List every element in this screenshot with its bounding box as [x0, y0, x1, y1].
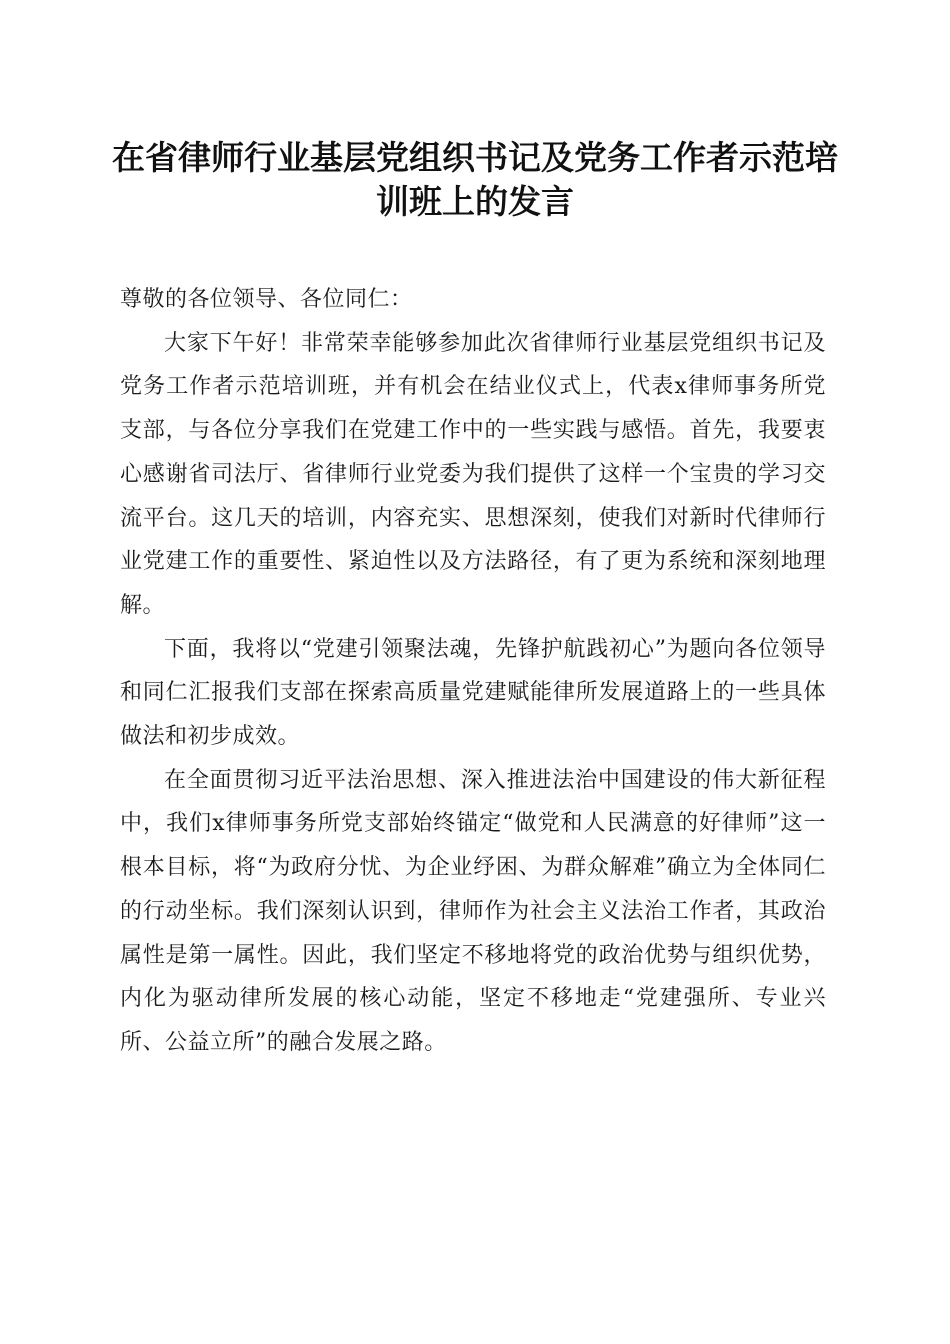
salutation: 尊敬的各位领导、各位同仁：: [120, 287, 413, 312]
document-title: 在省律师行业基层党组织书记及党务工作者示范培训班上的发言: [112, 138, 838, 221]
document-body: [120, 278, 826, 1065]
paragraph-2: 下面，我将以“党建引领聚法魂，先锋护航践初心”为题向各位领导和同仁汇报我们支部在探索高质量党建赋能律所发展道路上的一些具体做法和初步成效。: [120, 636, 826, 750]
paragraph-1: 大家下午好！非常荣幸能够参加此次省律师行业基层党组织书记及党务工作者示范培训班，并有机会在结业仪式上，代表x律师事务所党支部，与各位分享我们在党建工作中的一些实践与感悟。首先，我要衷心感谢省司法厅、省律师行业党委为我们提供了这样一个宝贵的学习交流平台。这几天的培训，内容充实、思想深刻，使我们对新时代律师行业党建工作的重要性、紧迫性以及方法路径，有了更为系统和深刻地理解。: [120, 330, 826, 618]
paragraph-3: 在全面贯彻习近平法治思想、深入推进法治中国建设的伟大新征程中，我们x律师事务所党支部始终锚定“做党和人民满意的好律师”这一根本目标，将“为政府分忧、为企业纾困、为群众解难”确立为全体同仁的行动坐标。我们深刻认识到，律师作为社会主义法治工作者，其政治属性是第一属性。因此，我们坚定不移地将党的政治优势与组织优势，内化为驱动律所发展的核心动能，坚定不移地走“党建强所、专业兴所、公益立所”的融合发展之路。: [120, 767, 826, 1055]
